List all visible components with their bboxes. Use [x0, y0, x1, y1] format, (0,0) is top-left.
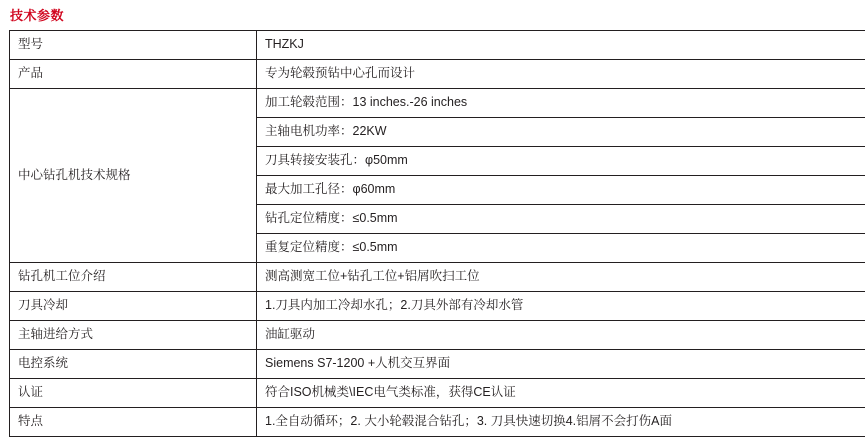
row-value: Siemens S7-1200 +人机交互界面	[257, 350, 865, 379]
row-value: 1.刀具内加工冷却水孔；2.刀具外部有冷却水管	[257, 292, 865, 321]
row-label: 认证	[10, 379, 257, 408]
row-value: 刀具转接安装孔：φ50mm	[257, 147, 865, 176]
row-value: 主轴电机功率：22KW	[257, 118, 865, 147]
row-label: 中心钻孔机技术规格	[10, 89, 257, 263]
row-value: 钻孔定位精度：≤0.5mm	[257, 205, 865, 234]
table-row	[10, 292, 865, 321]
row-label: 电控系统	[10, 350, 257, 379]
row-value: 符合ISO机械类\IEC电气类标准，获得CE认证	[257, 379, 865, 408]
row-value: 油缸驱动	[257, 321, 865, 350]
row-value: 专为轮毂预钻中心孔而设计	[257, 60, 865, 89]
table-row	[10, 350, 865, 379]
row-label: 型号	[10, 31, 257, 60]
row-label: 刀具冷却	[10, 292, 257, 321]
table-row	[10, 263, 865, 292]
row-value: 测高测宽工位+钻孔工位+铝屑吹扫工位	[257, 263, 865, 292]
row-value: THZKJ	[257, 31, 865, 60]
table-row	[10, 408, 865, 437]
table-row	[10, 60, 865, 89]
table-row	[10, 89, 865, 118]
row-label: 钻孔机工位介绍	[10, 263, 257, 292]
row-label: 主轴进给方式	[10, 321, 257, 350]
row-value: 最大加工孔径：φ60mm	[257, 176, 865, 205]
page-title: 技术参数	[0, 0, 865, 30]
row-value: 加工轮毂范围：13 inches.-26 inches	[257, 89, 865, 118]
row-label: 产品	[10, 60, 257, 89]
table-row	[10, 31, 865, 60]
row-value: 1.全自动循环；2. 大小轮毂混合钻孔；3. 刀具快速切换4.铝屑不会打伤A面	[257, 408, 865, 437]
table-row	[10, 379, 865, 408]
specifications-table	[9, 30, 865, 437]
row-value: 重复定位精度：≤0.5mm	[257, 234, 865, 263]
row-label: 特点	[10, 408, 257, 437]
table-row	[10, 321, 865, 350]
